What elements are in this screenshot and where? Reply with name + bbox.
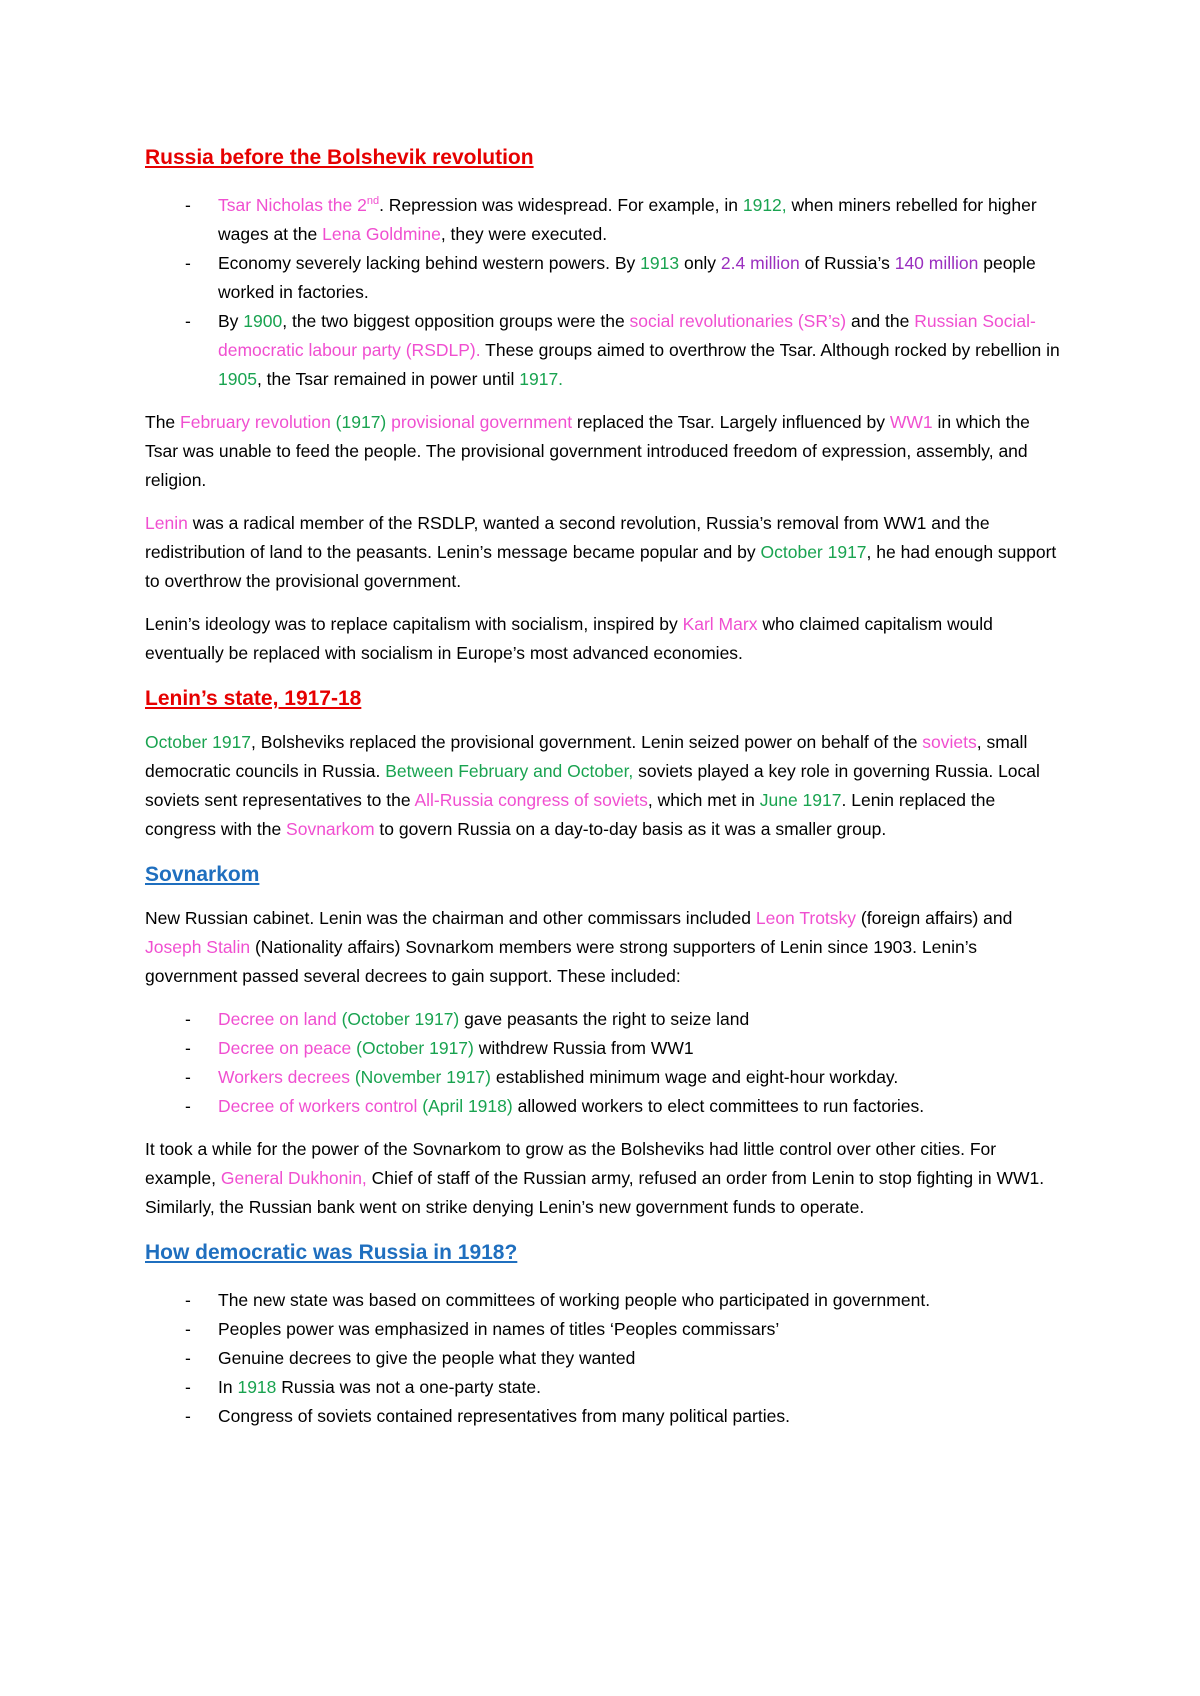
dash-bullet-marker: -	[185, 1038, 191, 1058]
text-run: replaced the Tsar. Largely influenced by	[572, 412, 890, 432]
text-run: , he had enough support to overthrow the provisional government.	[145, 542, 1057, 591]
highlighted-text: Russian Social-democratic labour party (RSDLP).	[218, 311, 1036, 360]
highlighted-text: Between February and October,	[385, 761, 634, 781]
text-run: Russia was not a one-party state.	[276, 1377, 541, 1397]
highlighted-text: 1913	[640, 253, 680, 273]
highlighted-text: General Dukhonin,	[220, 1168, 367, 1188]
highlighted-text: Tsar Nicholas the 2	[218, 195, 367, 215]
text-run: , they were executed.	[440, 224, 608, 244]
text-run: and the	[846, 311, 915, 331]
highlighted-text: (October 1917)	[336, 1009, 460, 1029]
highlighted-text: social revolutionaries (SR’s)	[629, 311, 847, 331]
text-run: New Russian cabinet. Lenin was the chairman and other commissars included	[145, 908, 756, 928]
paragraph	[145, 408, 1065, 495]
bullet-list	[145, 1286, 1065, 1431]
highlighted-text: 1900	[243, 311, 283, 331]
dash-bullet-marker: -	[185, 311, 191, 331]
text-run: It took a while for the power of the Sovnarkom to grow as the Bolsheviks had little control over other cities. For example,	[145, 1139, 997, 1188]
text-run: . Lenin replaced the congress with the	[145, 790, 996, 839]
bullet-item	[145, 1344, 1065, 1373]
dash-bullet-marker: -	[185, 1290, 191, 1310]
highlighted-text: (November 1917)	[349, 1067, 491, 1087]
text-run: of Russia’s	[799, 253, 895, 273]
highlighted-text: Lenin	[145, 513, 188, 533]
highlighted-text: (April 1918)	[417, 1096, 513, 1116]
bullet-item	[145, 1286, 1065, 1315]
text-run: when miners rebelled for higher wages at the	[218, 195, 1037, 244]
text-run: Genuine decrees to give the people what they wanted	[218, 1348, 636, 1368]
bullet-list	[145, 1005, 1065, 1121]
highlighted-text: nd	[366, 195, 380, 208]
document-body	[145, 143, 1065, 1431]
highlighted-text: February revolution	[180, 412, 336, 432]
paragraph-group	[145, 408, 1065, 668]
bullet-item	[145, 307, 1065, 394]
text-run: (foreign affairs) and	[856, 908, 1013, 928]
highlighted-text: soviets	[922, 732, 977, 752]
heading-sovnarkom: Sovnarkom	[145, 863, 260, 886]
highlighted-text: Workers decrees	[218, 1067, 350, 1087]
highlighted-text: 1905	[218, 369, 257, 389]
paragraph	[145, 1135, 1065, 1222]
heading-lenins-state: Lenin’s state, 1917-18	[145, 687, 362, 710]
text-run: , the two biggest opposition groups were the	[282, 311, 630, 331]
heading-how-democratic: How democratic was Russia in 1918?	[145, 1241, 518, 1264]
highlighted-text: All-Russia congress of soviets	[414, 790, 648, 810]
bullet-item	[145, 249, 1065, 307]
highlighted-text: October 1917	[145, 732, 252, 752]
paragraph	[145, 610, 1065, 668]
paragraph-group	[145, 1135, 1065, 1222]
bullet-item	[145, 1005, 1065, 1034]
text-run: , Bolsheviks replaced the provisional government. Lenin seized power on behalf of the	[251, 732, 923, 752]
highlighted-text: 2.4 million	[720, 253, 800, 273]
text-run: , which met in	[647, 790, 760, 810]
highlighted-text: October 1917	[760, 542, 867, 562]
highlighted-text: Joseph Stalin	[145, 937, 251, 957]
heading-russia-before-revolution: Russia before the Bolshevik revolution	[145, 146, 534, 169]
text-run: only	[679, 253, 721, 273]
text-run: was a radical member of the RSDLP, wanted a second revolution, Russia’s removal from WW1 and the redistribution of land to the peasants. Lenin’s message became popular and by	[145, 513, 990, 562]
highlighted-text: 1917.	[519, 369, 564, 389]
highlighted-text: provisional government	[386, 412, 573, 432]
highlighted-text: Sovnarkom	[286, 819, 375, 839]
paragraph	[145, 904, 1065, 991]
bullet-item	[145, 1063, 1065, 1092]
paragraph	[145, 509, 1065, 596]
highlighted-text: Lena Goldmine	[322, 224, 441, 244]
text-run: These groups aimed to overthrow the Tsar. Although rocked by rebellion in	[480, 340, 1060, 360]
highlighted-text: WW1	[889, 412, 933, 432]
paragraph	[145, 728, 1065, 844]
text-run: Peoples power was emphasized in names of titles ‘Peoples commissars’	[218, 1319, 780, 1339]
text-run: gave peasants the right to seize land	[459, 1009, 750, 1029]
dash-bullet-marker: -	[185, 1067, 191, 1087]
text-run: , small democratic councils in Russia.	[145, 732, 1028, 781]
text-run: , the Tsar remained in power until	[256, 369, 520, 389]
highlighted-text: Decree of workers control	[218, 1096, 418, 1116]
highlighted-text: Decree on land	[218, 1009, 337, 1029]
highlighted-text: (1917)	[335, 412, 387, 432]
bullet-item	[145, 1402, 1065, 1431]
text-run: people worked in factories.	[218, 253, 1036, 302]
highlighted-text: June 1917	[759, 790, 842, 810]
text-run: in which the Tsar was unable to feed the people. The provisional government introduced freedom of expression, assembly, and religion.	[145, 412, 1030, 490]
highlighted-text: Leon Trotsky	[755, 908, 857, 928]
dash-bullet-marker: -	[185, 1348, 191, 1368]
text-run: Congress of soviets contained representatives from many political parties.	[218, 1406, 790, 1426]
text-run: established minimum wage and eight-hour workday.	[491, 1067, 899, 1087]
dash-bullet-marker: -	[185, 1377, 191, 1397]
text-run: who claimed capitalism would eventually be replaced with socialism in Europe’s most advanced economies.	[145, 614, 993, 663]
paragraph-group	[145, 728, 1065, 844]
text-run: allowed workers to elect committees to run factories.	[512, 1096, 925, 1116]
bullet-item	[145, 1373, 1065, 1402]
text-run: Chief of staff of the Russian army, refused an order from Lenin to stop fighting in WW1. Similarly, the Russian bank went on strike denying Lenin’s new government funds to operate.	[145, 1168, 1045, 1217]
text-run: The new state was based on committees of working people who participated in government.	[218, 1290, 931, 1310]
bullet-item	[145, 1034, 1065, 1063]
highlighted-text: Karl Marx	[682, 614, 758, 634]
text-run: Economy severely lacking behind western powers. By	[218, 253, 641, 273]
text-run: withdrew Russia from WW1	[473, 1038, 694, 1058]
text-run: (Nationality affairs) Sovnarkom members were strong supporters of Lenin since 1903. Lenin’s government passed several decrees to gain support. These included:	[145, 937, 978, 986]
dash-bullet-marker: -	[185, 1096, 191, 1116]
bullet-list	[145, 191, 1065, 394]
text-run: The	[145, 412, 181, 432]
dash-bullet-marker: -	[185, 195, 191, 215]
bullet-item	[145, 191, 1065, 249]
text-run: to govern Russia on a day-to-day basis as it was a smaller group.	[374, 819, 887, 839]
highlighted-text: Decree on peace	[218, 1038, 352, 1058]
bullet-item	[145, 1092, 1065, 1121]
highlighted-text: (October 1917)	[351, 1038, 474, 1058]
text-run: Lenin’s ideology was to replace capitalism with socialism, inspired by	[145, 614, 683, 634]
text-run: . Repression was widespread. For example, in	[379, 195, 743, 215]
highlighted-text: 1912,	[742, 195, 787, 215]
highlighted-text: 1918	[237, 1377, 277, 1397]
dash-bullet-marker: -	[185, 1319, 191, 1339]
dash-bullet-marker: -	[185, 1406, 191, 1426]
paragraph-group	[145, 904, 1065, 991]
highlighted-text: 140 million	[894, 253, 979, 273]
text-run: In	[218, 1377, 238, 1397]
dash-bullet-marker: -	[185, 253, 191, 273]
dash-bullet-marker: -	[185, 1009, 191, 1029]
text-run: By	[218, 311, 244, 331]
bullet-item	[145, 1315, 1065, 1344]
text-run: soviets played a key role in governing Russia. Local soviets sent representatives to the	[145, 761, 1040, 810]
